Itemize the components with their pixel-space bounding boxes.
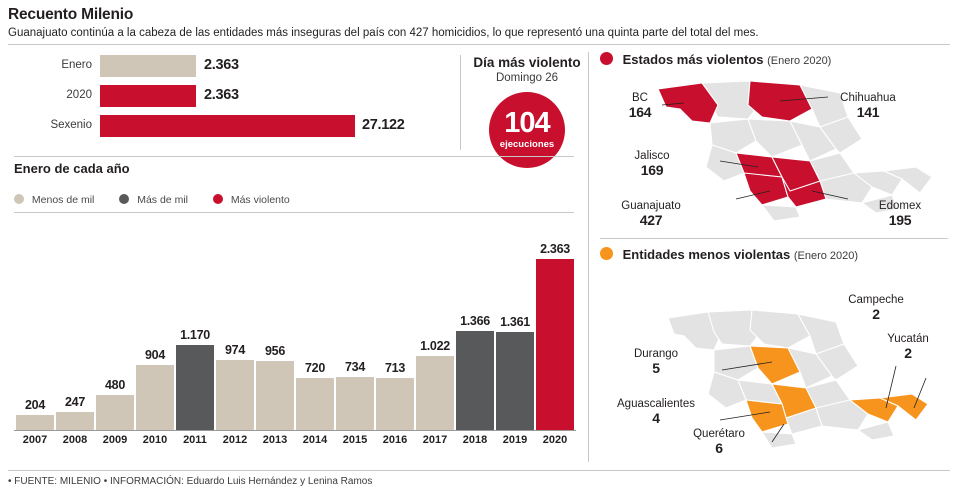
chart-bar xyxy=(96,395,134,430)
chart-x-tick: 2016 xyxy=(382,434,408,446)
callout-bc: BC 164 xyxy=(628,92,652,120)
chart-bar-value-label: 904 xyxy=(145,348,165,362)
chart-bar xyxy=(536,259,574,430)
chart-bar-value-label: 2.363 xyxy=(540,242,570,256)
chart-bar-value-label: 720 xyxy=(305,361,325,375)
chart-bar xyxy=(336,377,374,430)
legend-label: Más violento xyxy=(230,194,290,206)
summary-bar-fill xyxy=(100,85,196,107)
legend-label: Más de mil xyxy=(137,194,188,206)
chart-x-tick: 2015 xyxy=(342,434,368,446)
summary-bars xyxy=(14,55,444,150)
callout-aguascalientes: Aguascalientes 4 xyxy=(617,398,695,426)
least-violent-heading xyxy=(600,247,858,262)
summary-bar-row xyxy=(14,115,444,141)
callout-jalisco: Jalisco 169 xyxy=(634,150,670,178)
chart-bar xyxy=(136,365,174,430)
summary-bar-value: 2.363 xyxy=(204,57,239,73)
footer-credit: • FUENTE: MILENIO • INFORMACIÓN: Eduardo Luis Hernández y Lenina Ramos xyxy=(8,476,373,487)
chart-bar-value-label: 247 xyxy=(65,395,85,409)
callout-campeche: Campeche 2 xyxy=(848,294,904,322)
summary-bar-row xyxy=(14,85,444,111)
chart-x-tick: 2014 xyxy=(302,434,328,446)
legend-swatch-icon xyxy=(213,194,223,204)
divider-vertical-right xyxy=(588,52,589,462)
chart-bar-value-label: 974 xyxy=(225,343,245,357)
summary-bar-value: 2.363 xyxy=(204,87,239,103)
legend-label: Menos de mil xyxy=(31,194,95,206)
callout-yucatan: Yucatán 2 xyxy=(887,333,929,361)
chart-bar-value-label: 204 xyxy=(25,398,45,412)
day-most-violent-panel xyxy=(468,55,586,168)
page-title: Recuento Milenio xyxy=(8,6,134,23)
chart-bar-value-label: 956 xyxy=(265,344,285,358)
chart-x-tick: 2017 xyxy=(422,434,448,446)
callout-durango: Durango 5 xyxy=(633,348,679,376)
summary-bar-label: 2020 xyxy=(66,89,92,101)
divider-bottom xyxy=(8,470,950,471)
chart-bar xyxy=(256,361,294,430)
legend-item xyxy=(14,194,94,206)
page-subtitle: Guanajuato continúa a la cabeza de las entidades más inseguras del país con 427 homicidios, lo que representó una quinta parte del total del mes. xyxy=(8,27,759,39)
summary-bar-fill xyxy=(100,115,355,137)
chart-bar xyxy=(16,415,54,430)
chart-x-tick: 2020 xyxy=(542,434,568,446)
summary-bar-value: 27.122 xyxy=(362,117,405,133)
chart-x-axis xyxy=(14,430,576,431)
divider-mid xyxy=(14,156,574,157)
least-violent-period: (Enero 2020) xyxy=(793,250,859,262)
chart-x-tick: 2010 xyxy=(142,434,168,446)
chart-bar xyxy=(496,332,534,430)
day-most-violent-date: Domingo 26 xyxy=(495,72,558,84)
day-most-violent-heading: Día más violento xyxy=(473,55,581,70)
divider-top xyxy=(8,44,950,45)
chart-bar xyxy=(216,360,254,430)
chart-x-tick: 2012 xyxy=(222,434,248,446)
chart-bar-value-label: 734 xyxy=(345,360,365,374)
callout-edomex: Edomex 195 xyxy=(878,200,922,228)
violent-states-period: (Enero 2020) xyxy=(767,55,832,67)
chart-bar-value-label: 713 xyxy=(385,361,405,375)
day-most-violent-count: 104 xyxy=(504,107,550,140)
chart-plot-area xyxy=(14,218,576,430)
chart-x-tick-labels xyxy=(14,434,576,454)
legend-swatch-icon xyxy=(119,194,129,204)
chart-x-tick: 2019 xyxy=(502,434,528,446)
chart-x-tick: 2007 xyxy=(22,434,48,446)
chart-x-tick: 2018 xyxy=(462,434,488,446)
violent-states-heading xyxy=(600,52,831,67)
summary-bar-label: Enero xyxy=(61,59,92,71)
legend-item xyxy=(119,194,188,206)
legend-swatch-icon xyxy=(14,194,24,204)
violent-states-title: Estados más violentos xyxy=(622,52,764,67)
legend-item xyxy=(213,194,290,206)
chart-bar xyxy=(376,378,414,430)
red-dot-icon xyxy=(600,52,613,65)
chart-bar-value-label: 1.366 xyxy=(460,314,490,328)
chart-x-tick: 2011 xyxy=(183,434,207,446)
chart-heading: Enero de cada año xyxy=(14,161,130,176)
chart-x-tick: 2009 xyxy=(102,434,128,446)
divider-vertical-left xyxy=(460,55,461,150)
summary-bar-row xyxy=(14,55,444,81)
least-violent-title: Entidades menos violentas xyxy=(622,247,791,262)
callout-guanajuato: Guanajuato 427 xyxy=(621,200,681,228)
divider-legend xyxy=(14,212,574,213)
callout-queretaro: Querétaro 6 xyxy=(693,428,745,456)
chart-bar xyxy=(56,412,94,430)
chart-bar xyxy=(456,331,494,430)
chart-bar xyxy=(176,345,214,430)
chart-bar-value-label: 1.022 xyxy=(420,339,450,353)
orange-dot-icon xyxy=(600,247,613,260)
chart-bar-value-label: 1.170 xyxy=(180,328,210,342)
day-most-violent-unit: ejecuciones xyxy=(499,138,555,150)
chart-bar-value-label: 1.361 xyxy=(500,315,530,329)
yearly-bar-chart xyxy=(14,218,576,458)
chart-x-tick: 2008 xyxy=(62,434,88,446)
chart-bar-value-label: 480 xyxy=(105,378,125,392)
chart-bar xyxy=(416,356,454,430)
chart-bar xyxy=(296,378,334,430)
callout-chihuahua: Chihuahua 141 xyxy=(840,92,896,120)
divider-map xyxy=(600,238,948,239)
chart-legend xyxy=(14,194,574,206)
chart-x-tick: 2013 xyxy=(262,434,288,446)
summary-bar-label: Sexenio xyxy=(50,119,92,131)
summary-bar-fill xyxy=(100,55,196,77)
